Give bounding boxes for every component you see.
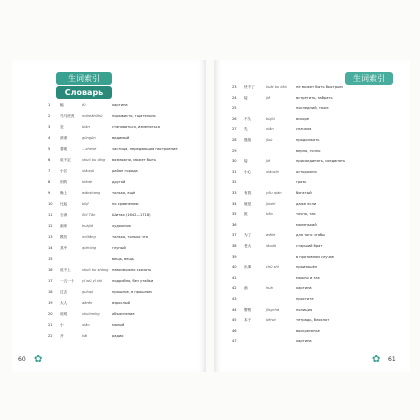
entry-number: 38 [232, 244, 237, 248]
entry-translation: видимый [112, 136, 130, 140]
entry-hanzi: 变 [60, 125, 64, 129]
entry-translation: тетрадь, блокнот [296, 318, 330, 323]
entry-hanzi: 大人 [60, 301, 68, 305]
entry-pinyin: shuō bu shàng [82, 268, 109, 272]
entry-pinyin: dàrén [82, 301, 93, 305]
entry-pinyin: jiùshì [266, 201, 276, 206]
entry-pinyin: tiāo [266, 212, 273, 217]
entry-translation: произошёл [296, 265, 318, 270]
flower-icon: ✿ [372, 354, 381, 365]
entry-number: 34 [232, 201, 237, 206]
entry-number: 5 [48, 147, 51, 151]
entry-number: 17 [48, 279, 53, 283]
entry-hanzi: 其中 [60, 246, 68, 250]
entry-number: 42 [232, 286, 237, 291]
entry-pinyin: biéde [82, 180, 92, 184]
entry-translation: последний, тоже [296, 106, 329, 111]
entry-translation: другой [112, 180, 126, 184]
entry-number: 39 [232, 254, 237, 259]
entry-translation: верно, точно [296, 148, 321, 153]
entry-pinyin: mófǎng [82, 235, 96, 239]
entry-number: 19 [48, 301, 53, 305]
entry-translation: для того чтобы [296, 233, 326, 238]
entry-pinyin: jiē [266, 159, 271, 164]
entry-hanzi: 老大 [244, 244, 252, 248]
entry-number: 4 [48, 136, 51, 140]
entry-pinyin: gǔngǔn [82, 136, 96, 140]
entry-hanzi: 接 [244, 95, 248, 100]
left-header-cn: 生词索引 [56, 72, 112, 85]
entry-number: 29 [232, 148, 237, 153]
entry-translation: можно и так [296, 275, 320, 280]
entry-translation: взрослый [112, 301, 130, 305]
entry-number: 27 [232, 127, 237, 132]
entry-pinyin: fú [82, 103, 86, 107]
entry-translation: порывисто, тщательно [112, 114, 156, 118]
entry-pinyin: yī wǔ yī shí [82, 279, 103, 283]
entry-translation: прошлое, в прошлом [112, 290, 152, 294]
entry-pinyin: jìxù [266, 138, 273, 142]
entry-hanzi: 继续 [244, 138, 252, 142]
entry-pinyin: Shí Tāo [82, 213, 96, 217]
entry-translation: продолжать [296, 138, 320, 142]
entry-hanzi: 比起 [60, 202, 68, 206]
entry-translation: художник [112, 224, 132, 228]
entry-pinyin: xiān [266, 127, 274, 132]
entry-number: 25 [232, 106, 237, 111]
entry-pinyin: ...zhene [82, 147, 97, 151]
entry-translation: в противном случае [296, 254, 334, 259]
entry-hanzi: 着呢 [60, 147, 68, 151]
entry-translation: старший брат [296, 244, 323, 248]
entry-hanzi: 说不定 [60, 158, 71, 162]
entry-pinyin: lǎodà [266, 244, 276, 248]
entry-hanzi: 画家 [60, 224, 68, 228]
entry-number: 10 [48, 202, 53, 206]
entry-number: 12 [48, 224, 53, 228]
entry-number: 3 [48, 125, 51, 129]
entry-pinyin: shuō bu dìng [82, 158, 106, 162]
entry-number: 2 [48, 114, 51, 118]
entry-number: 26 [232, 116, 237, 121]
entry-number: 21 [48, 323, 53, 327]
right-header-cn: 生词索引 [345, 72, 393, 85]
entry-hanzi: 小心 [244, 169, 252, 174]
entry-pinyin: huàjiā [82, 224, 93, 228]
entry-pinyin: biàn [82, 125, 90, 129]
flower-icon: ✿ [34, 354, 43, 365]
entry-number: 22 [48, 334, 53, 338]
entry-translation: воскресенье [296, 328, 320, 333]
entry-translation: осторожно [296, 169, 317, 174]
entry-number: 20 [48, 312, 53, 316]
entry-translation: объяснение [112, 312, 135, 316]
entry-hanzi: 过去 [60, 290, 68, 294]
entry-hanzi: 模仿 [60, 235, 68, 239]
entry-number: 47 [232, 339, 237, 344]
entry-number: 30 [232, 159, 237, 164]
entry-number: 15 [48, 257, 53, 261]
entry-translation: богатый [296, 191, 312, 195]
entry-hanzi: 马马虎虎 [60, 114, 75, 118]
entry-translation: невозможно сказать [112, 268, 152, 272]
entry-pinyin: xiǎoxīn [266, 169, 279, 174]
entry-translation: район города [112, 169, 138, 173]
entry-hanzi: 滚滚 [60, 136, 68, 140]
entry-hanzi: 幅 [60, 103, 64, 107]
entry-translation: вещь, вещь [112, 257, 134, 261]
entry-pinyin: wèile [266, 233, 276, 238]
entry-hanzi: 画 [244, 286, 248, 291]
entry-number: 23 [232, 85, 237, 89]
entry-translation: Шитао (1642—1718) [112, 213, 151, 217]
entry-hanzi: 一五一十 [60, 279, 75, 283]
entry-pinyin: yǒu qián [266, 191, 282, 195]
entry-hanzi: 小 [60, 323, 64, 327]
entry-translation: по сравнению [112, 202, 139, 206]
entry-translation: частица, передающая настроение [112, 147, 178, 151]
entry-pinyin: jǐngchá [266, 307, 280, 312]
entry-number: 14 [48, 246, 53, 250]
entry-pinyin: xiǎo [82, 323, 90, 327]
entry-translation: глупый [112, 246, 126, 250]
entry-hanzi: 别的 [60, 180, 68, 184]
entry-number: 44 [232, 307, 237, 312]
entry-translation: картина [296, 286, 312, 291]
entry-number: 8 [48, 180, 51, 184]
entry-hanzi: 接 [244, 159, 248, 164]
entry-number: 37 [232, 233, 237, 238]
entry-hanzi: 开 [60, 334, 64, 338]
entry-hanzi: 有钱 [244, 191, 252, 195]
entry-hanzi: 就是 [244, 201, 252, 206]
entry-hanzi: 快不了 [244, 85, 255, 89]
entry-translation: точно, так [296, 212, 316, 217]
entry-hanzi: 出事 [244, 265, 252, 270]
entry-hanzi: 说不上 [60, 268, 71, 272]
entry-pinyin: bùjiǔ [266, 116, 275, 121]
entry-pinyin: wǎnshang [82, 191, 101, 195]
entry-translation: полиция [296, 307, 313, 312]
entry-number: 18 [48, 290, 53, 294]
entry-hanzi: 小区 [60, 169, 68, 173]
entry-number: 7 [48, 169, 51, 173]
entry-pinyin: huà [266, 286, 273, 291]
entry-number: 31 [232, 169, 237, 174]
entry-hanzi: 不久 [244, 116, 252, 121]
entry-translation: встретить, забрать [296, 95, 333, 100]
entry-translation: радио [112, 334, 124, 338]
entry-translation: присоединять, соединять [296, 159, 346, 164]
entry-number: 36 [232, 222, 237, 227]
entry-number: 43 [232, 297, 237, 301]
entry-number: 11 [48, 213, 53, 217]
right-entry-list [232, 86, 392, 356]
entry-pinyin: bǐqǐ [82, 202, 89, 206]
entry-number: 16 [48, 268, 53, 272]
entry-translation: маленький [296, 222, 317, 227]
entry-hanzi: 先 [244, 127, 248, 132]
entry-pinyin: kāi [82, 334, 88, 338]
entry-translation: даже если [296, 201, 317, 206]
entry-translation: сначала [296, 127, 312, 132]
entry-translation: грязь [296, 180, 307, 185]
left-header-ru: Словарь [56, 86, 112, 99]
entry-hanzi: 本子 [244, 318, 252, 323]
left-page-number: 60 [18, 356, 26, 363]
entry-translation: становиться, изменяться [112, 125, 160, 129]
entry-number: 13 [48, 235, 53, 239]
entry-pinyin: chū shì [266, 265, 279, 270]
entry-number: 40 [232, 265, 237, 270]
entry-translation: картина [296, 339, 312, 344]
entry-number: 33 [232, 191, 237, 195]
entry-hanzi: 石涛 [60, 213, 68, 217]
entry-pinyin: kuài bu liǎo [266, 85, 287, 89]
entry-hanzi: 挑 [244, 212, 248, 217]
entry-number: 32 [232, 180, 237, 185]
entry-translation: простите [296, 297, 314, 301]
entry-pinyin: shuōmíng [82, 312, 100, 316]
entry-translation: возможно, может быть [112, 158, 157, 162]
entry-number: 28 [232, 138, 237, 142]
entry-translation: малый [112, 323, 125, 327]
entry-pinyin: xiǎoqū [82, 169, 95, 173]
entry-translation: не может быть быстрым [296, 85, 343, 89]
entry-number: 41 [232, 275, 237, 280]
entry-pinyin: mǎmǎhūhū [82, 114, 103, 118]
entry-translation: подробно, без утайки [112, 279, 154, 283]
left-entry-list [48, 104, 198, 354]
entry-number: 46 [232, 328, 237, 333]
entry-number: 9 [48, 191, 51, 195]
entry-number: 24 [232, 95, 237, 100]
entry-number: 35 [232, 212, 237, 217]
entry-number: 6 [48, 158, 51, 162]
entry-hanzi: 警察 [244, 307, 252, 312]
entry-pinyin: guòqù [82, 290, 94, 294]
entry-hanzi: 晚上 [60, 191, 68, 195]
entry-translation: вскоре [296, 116, 309, 121]
entry-number: 1 [48, 103, 51, 107]
entry-translation: только, только что [112, 235, 148, 239]
entry-number: 45 [232, 318, 237, 323]
entry-translation: только, ещё [112, 191, 136, 195]
entry-pinyin: jiē [266, 95, 271, 100]
entry-pinyin: qízhōng [82, 246, 97, 250]
entry-translation: картина [112, 103, 128, 107]
right-page-number: 61 [388, 356, 396, 363]
entry-hanzi: 说明 [60, 312, 68, 316]
entry-hanzi: 为了 [244, 233, 252, 238]
entry-pinyin: běnzi [266, 318, 276, 323]
